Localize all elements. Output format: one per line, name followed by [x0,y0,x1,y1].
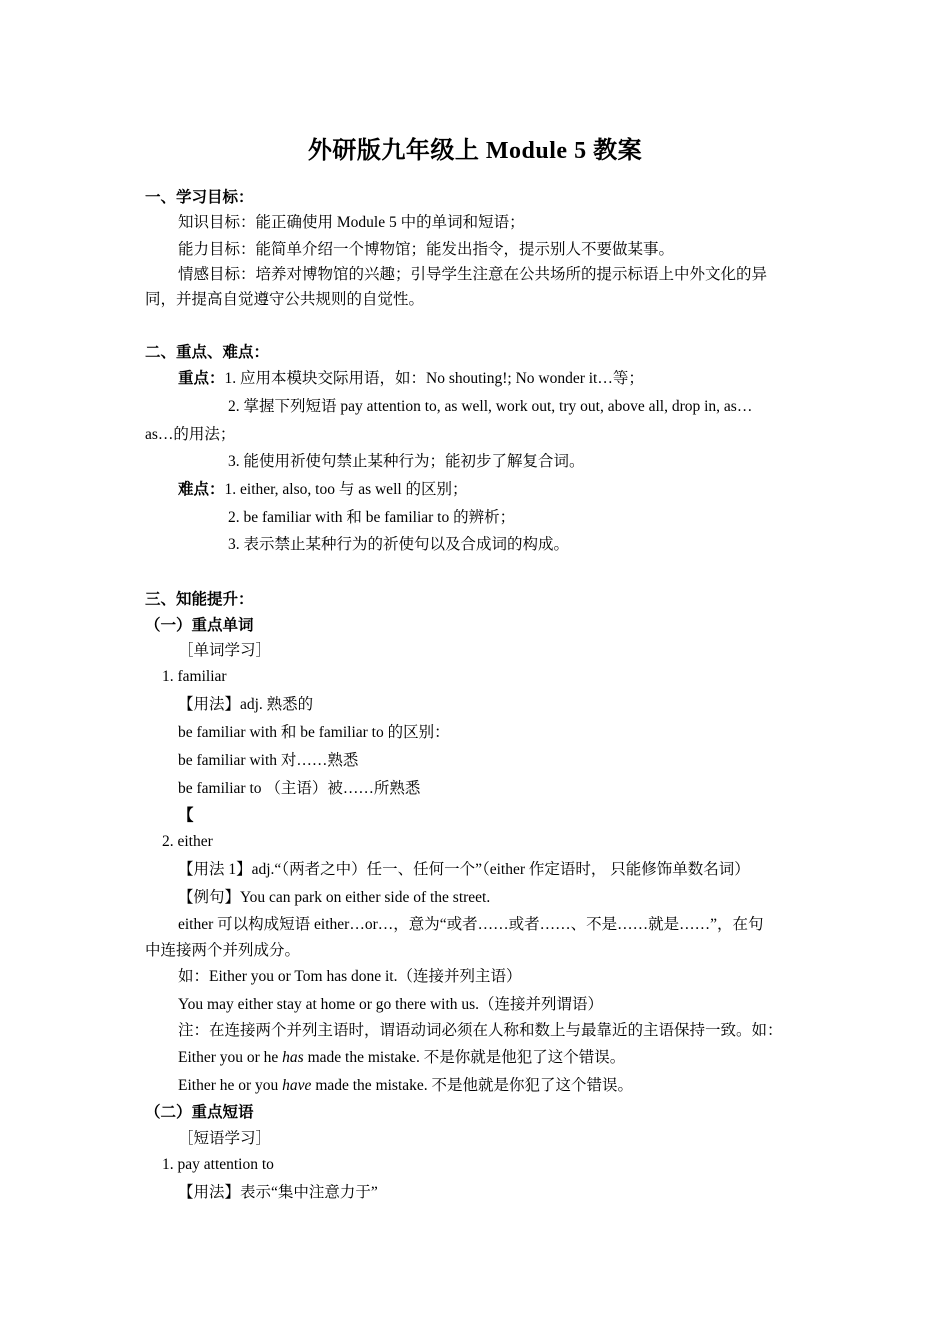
word-2-example-subject: 如：Either you or Tom has done it.（连接并列主语） [178,968,522,985]
word-1-familiar-to: be familiar to （主语）被……所熟悉 [178,780,421,797]
example-has-verb: has [282,1049,304,1066]
key-point-2-line-2: as…的用法； [145,426,236,443]
word-1-difference: be familiar with 和 be familiar to 的区别： [178,724,450,741]
key-point-1-text: 1. 应用本模块交际用语，如：No shouting!; No wonder it…等； [224,370,644,387]
word-2-usage: 【用法 1】adj.“（两者之中）任一、任何一个”（either 作定语时， 只能修饰单数名词） [178,861,750,878]
section-heading-goals: 一、学习目标： [145,189,254,206]
difficult-point-2: 2. be familiar with 和 be familiar to 的辨析； [228,509,516,526]
example-have-verb: have [282,1077,312,1094]
section-heading-key-points: 二、重点、难点： [145,344,270,361]
difficult-label: 难点： [178,481,225,498]
goal-knowledge: 知识目标：能正确使用 Module 5 中的单词和短语； [178,214,525,231]
key-point-3: 3. 能使用祈使句禁止某种行为；能初步了解复合词。 [228,453,585,470]
words-study-tag: ［单词学习］ [178,642,272,659]
goal-ability: 能力目标：能简单介绍一个博物馆；能发出指令，提示别人不要做某事。 [178,241,675,258]
word-2-example-predicate: You may either stay at home or go there with us.（连接并列谓语） [178,996,604,1013]
key-point-2-line-1: 2. 掌握下列短语 pay attention to, as well, work out, try out, above all, drop in, as… [228,398,753,415]
section-heading-improvement: 三、知能提升： [145,591,254,608]
example-have-prefix: Either he or you [178,1077,283,1094]
key-label: 重点： [178,370,225,387]
word-2-example-has [178,1048,625,1068]
word-2-example-have [178,1076,633,1096]
goal-emotion-line-2: 同，并提高自觉遵守公共规则的自觉性。 [145,291,425,308]
word-1-usage: 【用法】adj. 熟悉的 [178,696,314,713]
phrases-study-tag: ［短语学习］ [178,1130,272,1147]
word-2-example: 【例句】You can park on either side of the street. [178,889,491,906]
key-point-1 [178,369,644,389]
subsection-key-words: （一）重点单词 [145,617,254,634]
goal-emotion-line-1: 情感目标：培养对博物馆的兴趣；引导学生注意在公共场所的提示标语上中外文化的异 [178,266,768,283]
word-1-familiar-with: be familiar with 对……熟悉 [178,752,359,769]
word-2-rule: 注：在连接两个并列主语时，谓语动词必须在人称和数上与最靠近的主语保持一致。如： [178,1022,783,1039]
word-1-bracket: 【 [178,807,194,824]
difficult-point-1-text: 1. either, also, too 与 as well 的区别； [224,481,468,498]
example-has-prefix: Either you or he [178,1049,283,1066]
word-2-heading: 2. either [162,833,213,850]
subsection-key-phrases: （二）重点短语 [145,1104,254,1121]
example-have-suffix: made the mistake. 不是他就是你犯了这个错误。 [311,1077,634,1094]
word-2-note-line-1: either 可以构成短语 either…or…，意为“或者……或者……、不是……就是……”，在句 [178,916,764,933]
difficult-point-1 [178,480,468,500]
phrase-1-usage: 【用法】表示“集中注意力于” [178,1184,378,1201]
word-2-note-line-2: 中连接两个并列成分。 [145,942,301,959]
document-title: 外研版九年级上 Module 5 教案 [307,138,643,164]
difficult-point-3: 3. 表示禁止某种行为的祈使句以及合成词的构成。 [228,536,570,553]
word-1-heading: 1. familiar [162,668,227,685]
example-has-suffix: made the mistake. 不是你就是他犯了这个错误。 [303,1049,626,1066]
phrase-1-heading: 1. pay attention to [162,1156,274,1173]
